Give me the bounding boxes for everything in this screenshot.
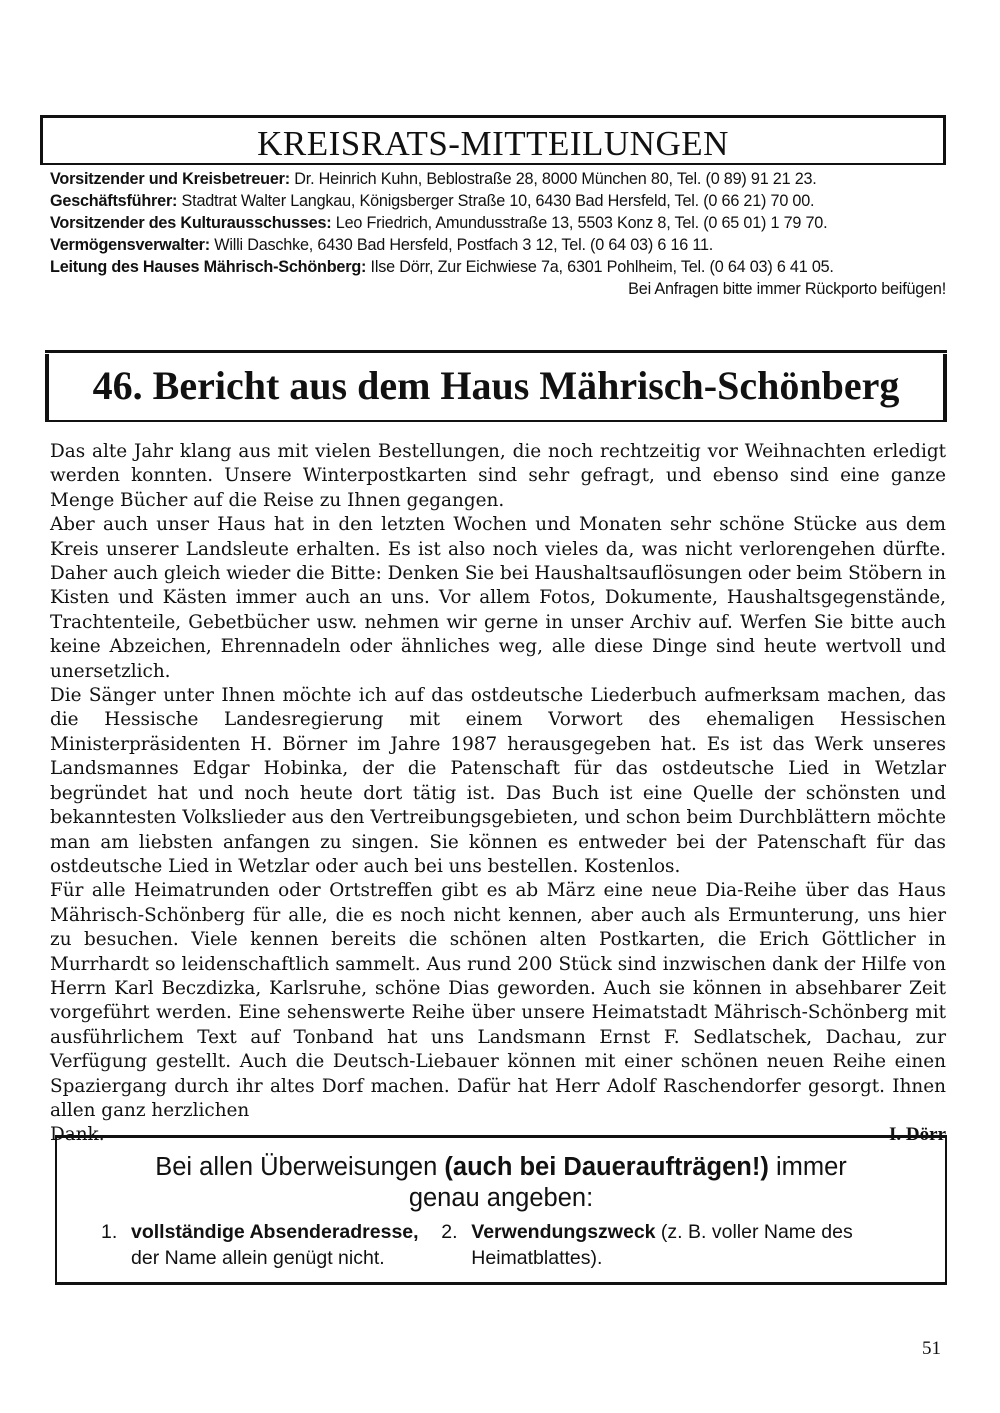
closing-word: Dank. [50,1124,105,1146]
article-title: 46. Bericht aus dem Haus Mährisch-Schönberg [92,363,900,408]
contact-details: Willi Daschke, 6430 Bad Hersfeld, Postfach 3 12, Tel. (0 64 03) 6 16 11. [214,236,714,254]
notice-item [101,1219,441,1271]
notice-item-bold: vollständige Absenderadresse, [131,1221,419,1243]
notice-item-rest: (z. B. voller Name des Heimatblattes). [471,1221,853,1269]
contact-line [50,168,950,190]
article-paragraph: Die Sänger unter Ihnen möchte ich auf das ostdeutsche Liederbuch aufmerksam machen, das die Hessische Landesregierung mit einem Vorwort des ehemaligen Hessischen Ministerpräsidenten H. Börner im Jahre 1987 herausgegeben hat. Es ist das Werk unseres Landsmannes Edgar Hobinka, der die Patenschaft für das ostdeutsche Lied in Wetzlar begründet hat und noch heute dort tätig ist. Das Buch ist eine Quelle der schönsten und bekanntesten Volkslieder aus den Vertreibungsgebieten, und schon beim Durchblättern möchte man am liebsten anfangen zu singen. Sie können es entweder bei der Patenschaft für das ostdeutsche Lied in Wetzlar oder auch bei uns bestellen. Kostenlos. [50,685,946,877]
kreisrats-header-box [40,115,946,165]
notice-text: immer [768,1153,847,1181]
notice-item-text [471,1219,917,1271]
notice-item-number: 2. [441,1221,458,1243]
contact-list [50,168,950,300]
notice-item-number: 1. [101,1221,118,1243]
heading-rule [45,350,947,353]
contact-line [50,212,950,234]
notice-item-text [131,1219,419,1271]
notice-item [441,1219,917,1271]
notice-text: Bei allen Überweisungen [155,1153,445,1181]
transfer-notice-box [55,1135,947,1285]
notice-heading [57,1152,945,1214]
article-paragraph: Für alle Heimatrunden oder Ortstreffen gibt es ab März eine neue Dia-Reihe über das Haus Mährisch-Schönberg für alle, die es noch nicht kennen, aber auch als Ermunterung, uns hier zu besuchen. Viele kennen bereits die schönen alten Postkarten, die Erich Göttlicher in Murrhardt so leidenschaftlich sammelt. Aus rund 200 Stück sind inzwischen dank der Hilfe von Herrn Karl Beczdizka, Karlsruhe, schöne Dias geworden. Auch sie können in absehbarer Zeit vorgeführt werden. Eine sehenswerte Reihe über unsere Heimatstadt Mährisch-Schönberg mit ausführlichem Text auf Tonband hat uns Landsmann Ernst F. Sedlatschek, Dachau, zur Verfügung gestellt. Auch die Deutsch-Liebauer können mit einer schönen neuen Reihe einen Spaziergang durch ihr altes Dorf machen. Dafür hat Herr Adolf Raschendorfer gesorgt. Ihnen allen ganz herzlichen [50,880,946,1121]
page-number: 51 [922,1338,941,1359]
contact-role: Leitung des Hauses Mährisch-Schönberg: [50,258,367,276]
notice-item-bold: Verwendungszweck [471,1221,656,1243]
contact-role: Vorsitzender des Kulturausschusses: [50,214,332,232]
contact-line [50,234,950,256]
contact-details: Leo Friedrich, Amundusstraße 13, 5503 Konz 8, Tel. (0 65 01) 1 79 70. [335,214,828,232]
author-signature: I. Dörr [889,1124,946,1146]
notice-item-rest: der Name allein genügt nicht. [131,1247,385,1269]
notice-heading-line [57,1152,945,1183]
article-paragraph: Das alte Jahr klang aus mit vielen Bestellungen, die noch rechtzeitig vor Weihnachten erledigt werden konnten. Unsere Winterpostkarten sind sehr gefragt, und ebenso sind eine ganze Menge Bücher auf die Reise zu Ihnen gegangen. [50,441,946,511]
contact-line [50,190,950,212]
contact-details: Stadtrat Walter Langkau, Königsberger Straße 10, 6430 Bad Hersfeld, Tel. (0 66 21) 70 00. [181,192,815,210]
notice-heading-line: genau angeben: [408,1184,594,1212]
article-paragraph: Aber auch unser Haus hat in den letzten Wochen und Monaten sehr schöne Stücke aus dem Kreis unserer Landsleute erhalten. Es ist also noch vieles da, was nicht verlorengehen dürfte. Daher auch gleich wieder die Bitte: Denken Sie bei Haushaltsauflösungen oder beim Stöbern in Kisten und Kästen immer auch an uns. Vor allem Fotos, Dokumente, Haushaltsgegenstände, Trachtenteile, Gebetbücher usw. nehmen wir gerne in unser Archiv auf. Werfen Sie bitte auch keine Abzeichen, Ehrennadeln oder ähnliches weg, alle diese Dinge sind heute wertvoll und unersetzlich. [50,514,946,682]
notice-emphasis: (auch bei Daueraufträgen!) [444,1153,769,1181]
contact-role: Vorsitzender und Kreisbetreuer: [50,170,290,188]
contact-role: Geschäftsführer: [50,192,178,210]
return-postage-note: Bei Anfragen bitte immer Rückporto beifügen! [628,280,946,298]
contact-details: Dr. Heinrich Kuhn, Beblostraße 28, 8000 München 80, Tel. (0 89) 91 21 23. [294,170,817,188]
contact-line [50,256,950,278]
kreisrats-title: KREISRATS-MITTEILUNGEN [257,124,729,163]
article-heading-box [45,354,947,422]
article-body [50,440,946,1148]
notice-list [101,1219,917,1271]
contact-role: Vermögensverwalter: [50,236,210,254]
contact-details: Ilse Dörr, Zur Eichwiese 7a, 6301 Pohlheim, Tel. (0 64 03) 6 41 05. [370,258,834,276]
